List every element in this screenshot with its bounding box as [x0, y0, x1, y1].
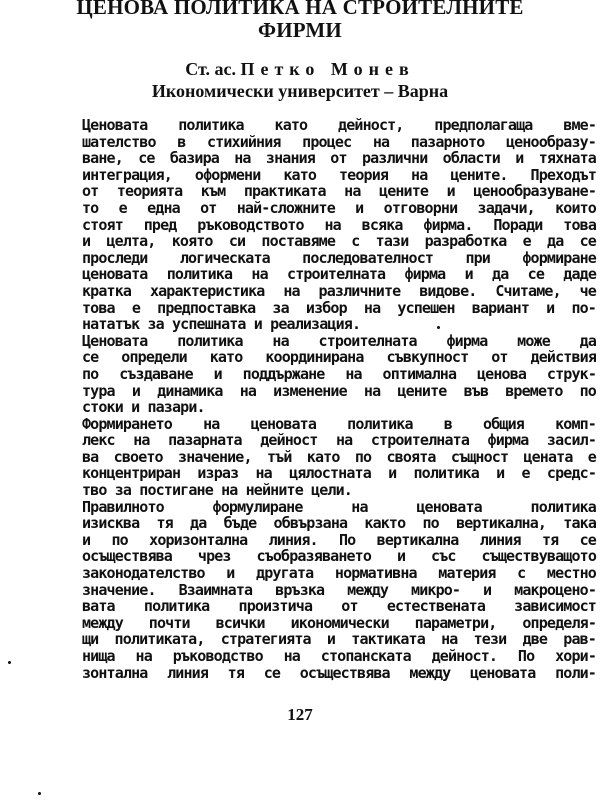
author-line — [60, 58, 540, 80]
body-line: между почти всички икономически параметри, определя- — [82, 613, 596, 632]
body-line: стоки и пазари. — [82, 398, 205, 417]
body-line: кратка характеристика на различните видове. Считаме, че — [82, 281, 596, 300]
body-line: тво за постигане на нейните цели. — [82, 481, 352, 500]
body-line: осъществява чрез съобразяването и със съществуващото — [82, 547, 596, 566]
body-line: лекс на пазарната дейност на строителната фирма засил- — [82, 431, 596, 450]
body-line: се определи като координирана съвкупност от действия — [82, 348, 596, 367]
body-line: интеграция, оформени като теория на цените. Преходът — [82, 165, 596, 184]
body-line: от теорията към практиката на цените и ценообразуване- — [82, 182, 596, 201]
article-body — [82, 117, 596, 681]
body-line: значение. Взаимната връзка между микро- и макроцено- — [82, 580, 596, 599]
body-line: ценовата политика на строителната фирма и да се даде — [82, 265, 596, 284]
body-line: Ценовата политика на строителната фирма може да — [82, 331, 596, 350]
body-line: това е предпоставка за избор на успешен вариант и по- — [82, 298, 596, 317]
scan-speck — [8, 661, 11, 664]
page-number: 127 — [287, 705, 313, 724]
body-line: Правилното формулиране на ценовата политика — [82, 497, 596, 516]
body-line: и по хоризонтална линия. По вертикална линия тя се — [82, 530, 596, 549]
author-name: Петко Монев — [240, 59, 415, 79]
body-line: и целта, която си поставяме с тази разработка е да се — [82, 232, 596, 251]
author-prefix: Ст. ас. — [185, 59, 236, 79]
body-line: ване, се базира на знания от различни области и тяхната — [82, 149, 596, 168]
scan-speck — [38, 792, 41, 795]
body-line: ва своето значение, тъй като по своята същност цената е — [82, 447, 596, 466]
body-line: вата политика произтича от естествената зависимост — [82, 597, 596, 616]
body-line: Формирането на ценовата политика в общия комп- — [82, 414, 596, 433]
body-line: по създаване и поддържане на оптимална ценова струк- — [82, 364, 596, 383]
author-affiliation: Икономически университет – Варна — [151, 81, 449, 101]
body-line: концентриран израз на цялостната и политика и е средс- — [82, 464, 596, 483]
body-line: законодателство и другата нормативна материя с местно — [82, 564, 596, 583]
body-line: стоят пред ръководството на всяка фирма. Поради това — [82, 215, 596, 234]
body-line: шателство в стихийния процес на пазарното ценообразу- — [82, 132, 596, 151]
body-line: то е една от най-сложните и отговорни задачи, които — [82, 198, 596, 217]
scan-speck — [437, 326, 440, 329]
body-line: зонтална линия тя се осъществява между ценовата поли- — [82, 663, 596, 682]
body-line: Ценовата политика като дейност, предполагаща вме- — [82, 116, 596, 134]
body-line: нища на ръководство на стопанската дейност. По хори- — [82, 647, 596, 665]
article-title: ЦЕНОВА ПОЛИТИКА НА СТРОИТЕЛНИТЕ ФИРМИ — [76, 0, 524, 42]
body-line: проследи логическата последователност при формиране — [82, 248, 596, 267]
body-line: тура и динамика на изменение на цените във времето по — [82, 381, 596, 400]
body-line: изисква тя да бъде обвързана както по вертикална, така — [82, 514, 596, 533]
body-line: щи политиката, стратегията и тактиката на тези две рав- — [82, 630, 596, 649]
body-line: нататък за успешната и реализация. — [82, 315, 361, 334]
